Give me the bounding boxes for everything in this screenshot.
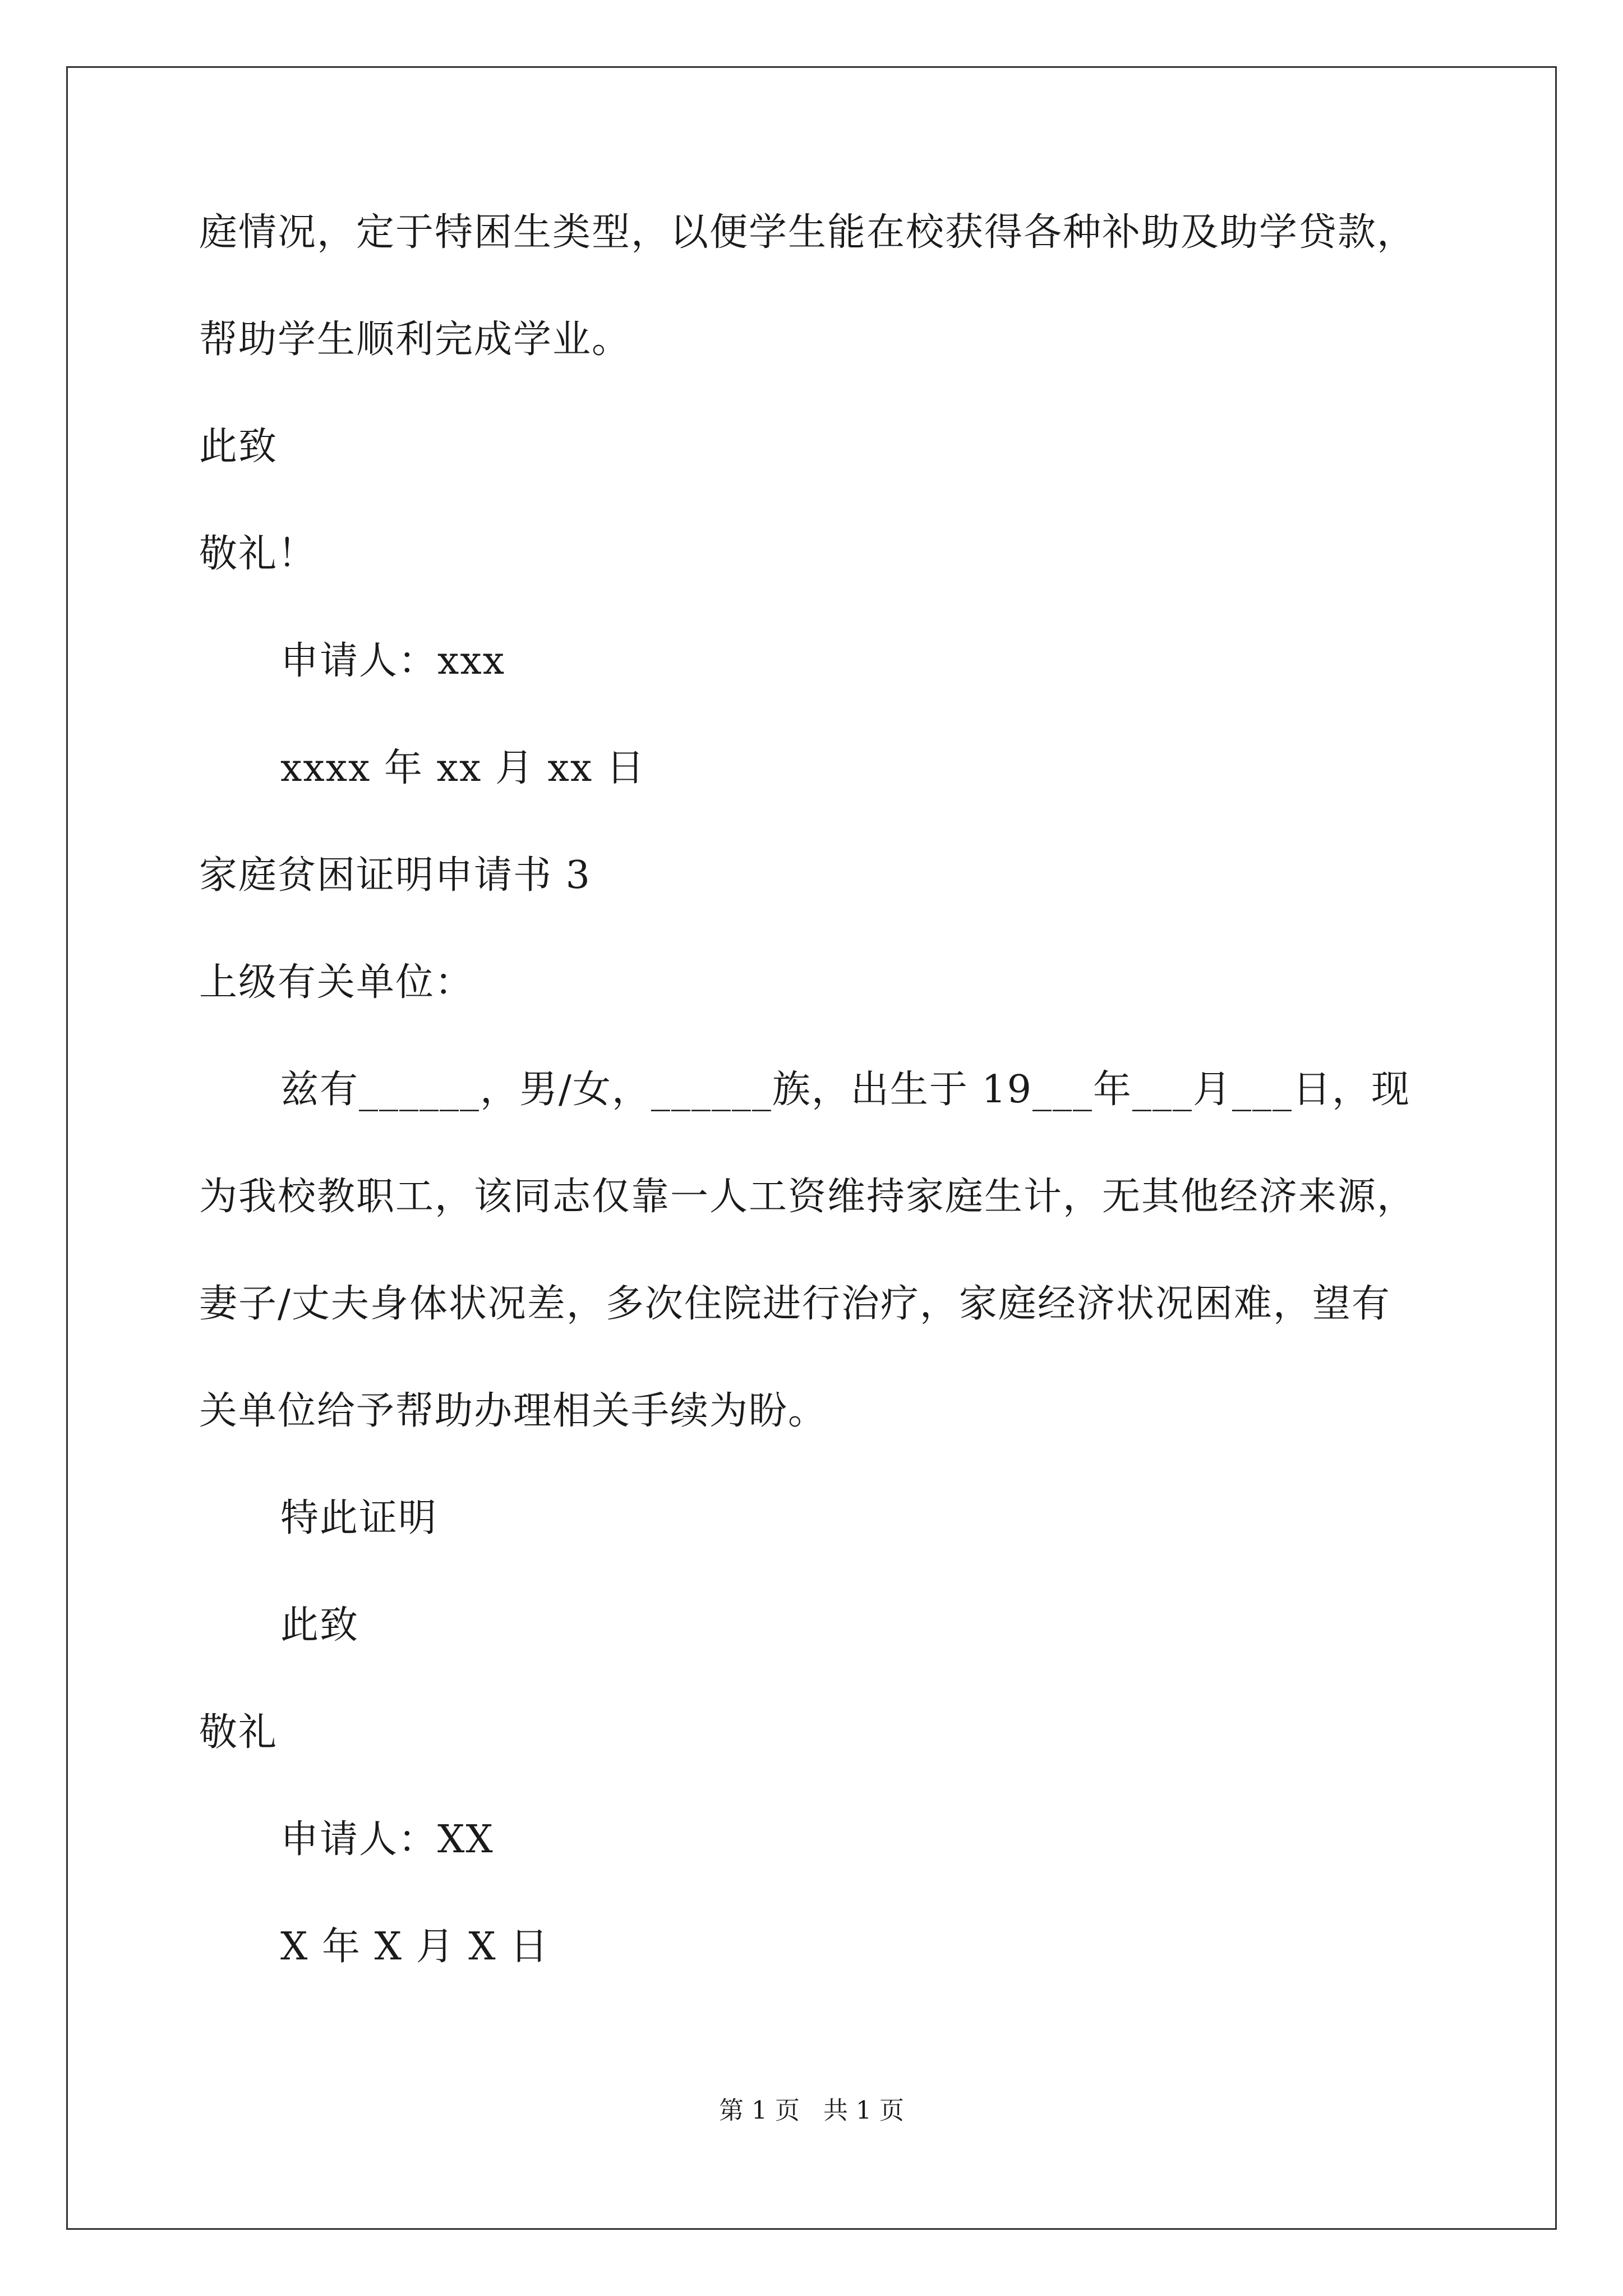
closing-respect: 敬礼！ (199, 532, 317, 576)
certification-line: 特此证明 (280, 1496, 438, 1540)
body-line: 帮助学生顺利完成学业。 (199, 318, 631, 362)
applicant-signature: 申请人：XX (280, 1818, 494, 1862)
closing-salutation: 此致 (280, 1603, 359, 1648)
body-line: 兹有______，男/女，______族，出生于 19___年___月___日，现 (280, 1068, 1411, 1112)
page-number-footer: 第 1 页 共 1 页 (719, 2096, 904, 2125)
body-line: 关单位给予帮助办理相关手续为盼。 (199, 1389, 828, 1433)
page-border (66, 66, 1557, 2230)
recipient-line: 上级有关单位： (199, 960, 474, 1005)
applicant-signature: 申请人：xxx (280, 639, 506, 683)
closing-salutation: 此致 (199, 425, 278, 469)
closing-respect: 敬礼 (199, 1710, 278, 1755)
body-line: 庭情况，定于特困生类型，以便学生能在校获得各种补助及助学贷款， (199, 210, 1417, 255)
body-line: 为我校教职工，该同志仅靠一人工资维持家庭生计，无其他经济来源， (199, 1175, 1417, 1219)
body-line: 妻子/丈夫身体状况差，多次住院进行治疗，家庭经济状况困难，望有 (199, 1282, 1391, 1326)
signature-date: xxxx 年 xx 月 xx 日 (280, 746, 645, 790)
section-title: 家庭贫困证明申请书 3 (199, 853, 591, 898)
signature-date: X 年 X 月 X 日 (280, 1925, 550, 1969)
